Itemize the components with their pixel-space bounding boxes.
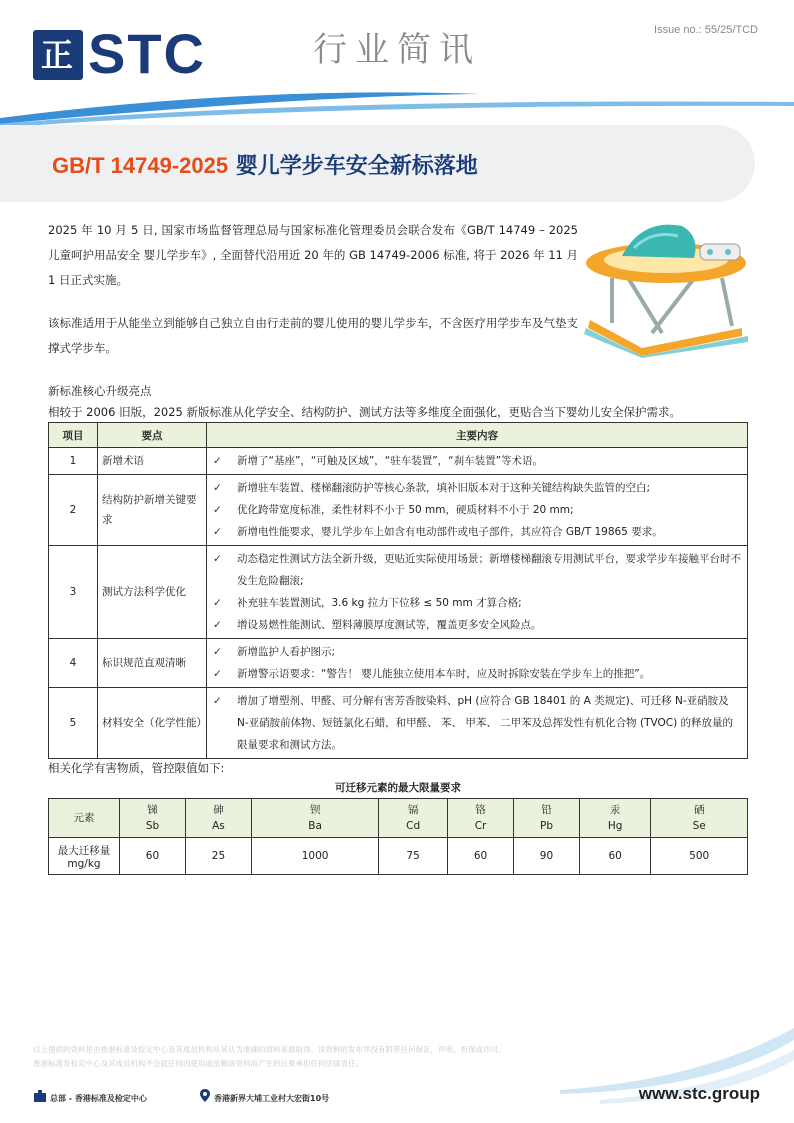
row-point: 结构防护新增关键要求 xyxy=(98,475,207,546)
element-symbol: Hg xyxy=(607,820,623,832)
intro-paragraph: 2025 年 10 月 5 日, 国家市场监督管理总局与国家标准化管理委员会联合发布《GB/T 14749 – 2025 儿童呵护用品安全 婴儿学步车》, 全面替代沿用近 20 年的 GB 14749-2006 标准, 将于 2026 年 11 月 1 日正式实施。 xyxy=(48,223,579,287)
header-content: 主要内容 xyxy=(207,423,748,448)
element-cn: 锑 xyxy=(147,804,158,816)
chem-intro: 相关化学有害物质，管控限值如下: xyxy=(48,761,225,775)
comparison-intro: 相较于 2006 旧版，2025 新版标准从化学安全、结构防护、测试方法等多维度全面强化，更贴合当下婴幼儿安全保护需求。 xyxy=(48,405,681,419)
row-point: 新增术语 xyxy=(98,448,207,475)
element-cn: 硒 xyxy=(693,804,705,816)
element-symbol: Cd xyxy=(406,820,421,832)
standard-code: GB/T 14749-2025 xyxy=(52,153,229,178)
element-symbol: Cr xyxy=(474,820,487,832)
element-symbol: Pb xyxy=(539,820,553,832)
content-item: ✓ 增设易燃性能测试、塑料薄膜厚度测试等，覆盖更多安全风险点。 xyxy=(213,614,741,636)
article-title xyxy=(52,150,478,183)
content-item: ✓ 新增监护人看护图示; xyxy=(213,641,741,663)
limit-label-text: 最大迁移量 xyxy=(57,844,111,857)
row-number: 5 xyxy=(49,688,98,759)
row-content xyxy=(207,688,748,759)
header-swoosh-decoration xyxy=(0,88,794,128)
element-cn: 镉 xyxy=(407,804,419,816)
content-item: ✓ 增加了增塑剂、甲醛、可分解有害芳香胺染料、pH (应符合 GB 18401 的 A 类规定)、可迁移 N-亚硝胺及 N-亚硝胺前体物、短链氯化石蜡，和甲醛、 苯、 甲苯、 二甲苯及总挥发性有机化合物 (TVOC) 的释放量的限量要求和测试方法。 xyxy=(213,690,741,756)
row-point: 测试方法科学优化 xyxy=(98,546,207,639)
content-item: ✓ 新增驻车装置、楼梯翻滚防护等核心条款，填补旧版本对于这种关键结构缺失监管的空白; xyxy=(213,477,741,499)
table-row xyxy=(49,475,748,546)
row-content xyxy=(207,475,748,546)
logo-glyph: 正 xyxy=(41,36,74,74)
scope-paragraph: 该标准适用于从能坐立到能够自己独立自由行走前的婴儿使用的婴儿学步车，不含医疗用学步车及气垫支撑式学步车。 xyxy=(48,316,578,355)
website-link[interactable]: www.stc.group xyxy=(638,1084,760,1103)
hq-label: 总部 - 香港标准及检定中心 xyxy=(50,1094,147,1103)
element-cn: 汞 xyxy=(609,804,621,816)
element-cell xyxy=(379,799,448,838)
element-symbol: As xyxy=(212,820,225,832)
row-number: 3 xyxy=(49,546,98,639)
table-header-row xyxy=(49,423,748,448)
element-cn: 铅 xyxy=(541,804,552,816)
limit-value: 75 xyxy=(379,838,448,875)
element-cn: 铬 xyxy=(475,804,486,816)
building-icon xyxy=(33,1090,47,1102)
element-header-row xyxy=(49,799,748,838)
element-cell xyxy=(120,799,186,838)
row-point: 标识规范直观清晰 xyxy=(98,639,207,688)
content-item: ✓ 新增了“基座”，“可触及区域”，“驻车装置”，“刹车装置”等术语。 xyxy=(213,450,741,472)
limit-value: 90 xyxy=(514,838,580,875)
header-point: 要点 xyxy=(98,423,207,448)
element-cell xyxy=(185,799,251,838)
limit-value: 1000 xyxy=(251,838,378,875)
migratable-elements-table xyxy=(48,798,748,875)
table-row xyxy=(49,688,748,759)
header-item: 项目 xyxy=(49,423,98,448)
row-content xyxy=(207,546,748,639)
limit-value: 500 xyxy=(651,838,748,875)
row-content xyxy=(207,639,748,688)
newsletter-title: 行业简讯 xyxy=(313,30,481,70)
element-cn: 钡 xyxy=(309,804,321,816)
title-text: 婴儿学步车安全新标落地 xyxy=(235,154,478,179)
limit-value: 60 xyxy=(448,838,514,875)
content-item: ✓ 新增警示语要求：“警告！ 婴儿能独立使用本车时，应及时拆除安装在学步车上的推把”。 xyxy=(213,663,741,685)
row-number: 1 xyxy=(49,448,98,475)
element-symbol: Sb xyxy=(145,820,160,832)
baby-walker-image xyxy=(582,208,750,358)
upgrade-highlights-table xyxy=(48,422,748,759)
element-cell xyxy=(514,799,580,838)
disclaimer xyxy=(33,1043,733,1071)
element-cn: 砷 xyxy=(213,804,224,816)
limit-unit: mg/kg xyxy=(67,857,101,870)
element-cell xyxy=(651,799,748,838)
disclaimer-line: 香港标准及检定中心及其成员机构不会就任何因使用或依赖该资料而产生的后果承担任何法律责任。 xyxy=(33,1059,363,1068)
section-subheading: 新标准核心升级亮点 xyxy=(48,384,152,398)
issue-number: Issue no.: 55/25/TCD xyxy=(654,24,758,36)
table-row xyxy=(49,448,748,475)
element-cell xyxy=(579,799,650,838)
limit-value: 60 xyxy=(579,838,650,875)
address: 香港新界大埔工业村大宏街10号 xyxy=(214,1094,330,1103)
content-item: ✓ 动态稳定性测试方法全新升级，更贴近实际使用场景；新增楼梯翻滚专用测试平台，要求学步车接触平台时不发生危险翻滚; xyxy=(213,548,741,592)
chem-table-caption: 可迁移元素的最大限量要求 xyxy=(335,782,461,794)
disclaimer-line: 以上提供的资料是由香港标准及检定中心及其成员机构从其认为准确的资料来源取得。该资料的发布并没有附带任何保证，声明，担保或许可。 xyxy=(33,1045,506,1054)
table-row xyxy=(49,639,748,688)
limit-row xyxy=(49,838,748,875)
location-pin-icon xyxy=(200,1089,210,1102)
limit-value: 60 xyxy=(120,838,186,875)
stc-logo-text: STC xyxy=(88,22,206,85)
content-item: ✓ 新增电性能要求，婴儿学步车上如含有电动部件或电子部件，其应符合 GB/T 19865 要求。 xyxy=(213,521,741,543)
row-point: 材料安全（化学性能） xyxy=(98,688,207,759)
limit-label xyxy=(49,838,120,875)
stc-logo-mark xyxy=(33,30,83,80)
content-item: ✓ 补充驻车装置测试，3.6 kg 拉力下位移 ≤ 50 mm 才算合格; xyxy=(213,592,741,614)
table-row xyxy=(49,546,748,639)
row-number: 4 xyxy=(49,639,98,688)
element-cell xyxy=(448,799,514,838)
content-item: ✓ 优化跨带宽度标准，柔性材料不小于 50 mm，硬质材料不小于 20 mm; xyxy=(213,499,741,521)
element-cell xyxy=(251,799,378,838)
limit-value: 25 xyxy=(185,838,251,875)
element-label: 元素 xyxy=(49,799,120,838)
row-number: 2 xyxy=(49,475,98,546)
row-content xyxy=(207,448,748,475)
element-symbol: Ba xyxy=(308,820,322,832)
element-symbol: Se xyxy=(692,820,706,832)
